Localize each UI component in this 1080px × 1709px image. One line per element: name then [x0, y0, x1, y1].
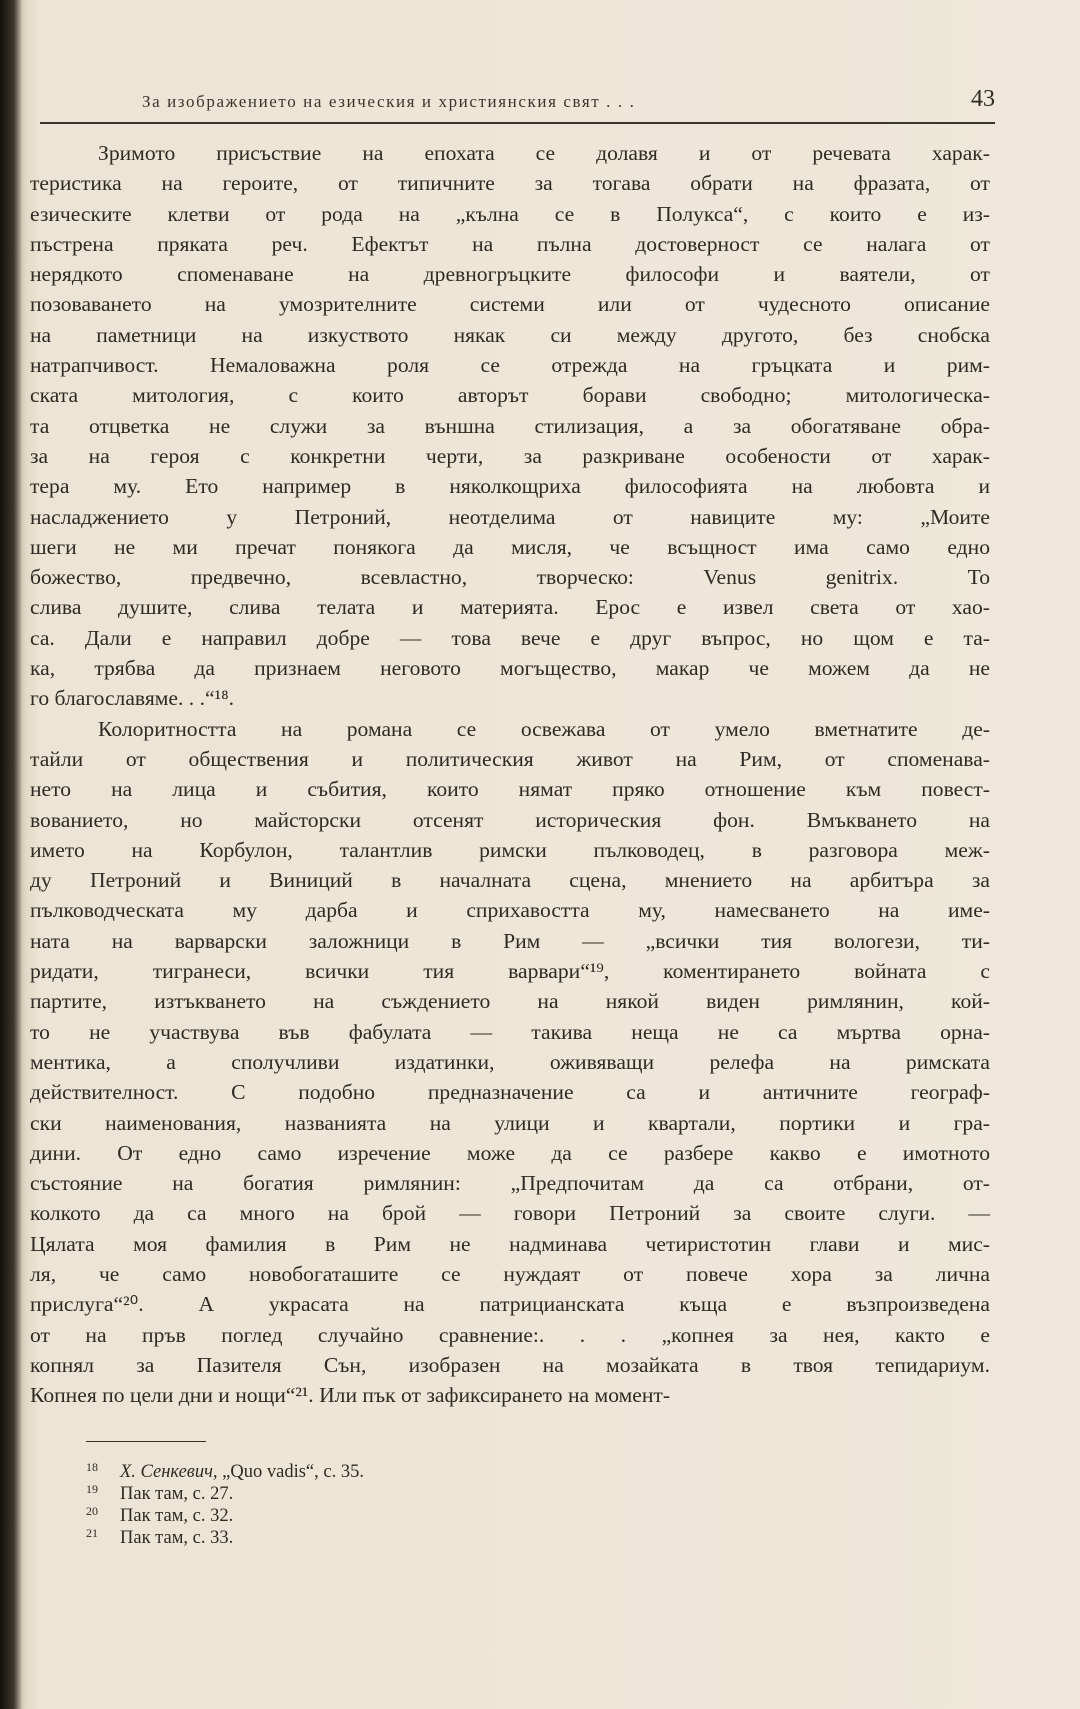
- text-line: от на пръв поглед случайно сравнение:. . . „копнея за нея, както е: [30, 1322, 990, 1347]
- text-line: то не участвува във фабулата — такива неща не са мъртва орна-: [30, 1019, 990, 1044]
- footnote-text: Пак там, с. 33.: [120, 1528, 234, 1548]
- footnote-text: „Quo vadis“, с. 35.: [217, 1462, 364, 1482]
- text-line: копнял за Пазителя Сън, изобразен на мозайката в твоя тепидариум.: [30, 1352, 990, 1377]
- book-spine-shadow: [0, 0, 22, 1709]
- text-line: са. Дали е направил добре — това вече е друг въпрос, но щом е та-: [30, 625, 990, 650]
- text-line: нерядкото споменаване на древногръцките философи и ваятели, от: [30, 262, 990, 287]
- text-line: Цялата моя фамилия в Рим не надминава четиристотин глави и мис-: [30, 1231, 990, 1256]
- text-line: езическите клетви от рода на „кълна се в Полукса“, с които е из-: [30, 201, 990, 226]
- text-line: тайли от обществения и политическия живот на Рим, от споменава-: [30, 746, 990, 771]
- text-line: ската митология, с които авторът борави свободно; митологическа-: [30, 383, 990, 408]
- text-line: състояние на богатия римлянин: „Предпочитам да са отбрани, от-: [30, 1171, 990, 1196]
- text-line: партите, изтъкването на съждението на някой виден римлянин, кой-: [30, 989, 990, 1014]
- text-line: тера му. Ето например в няколкощриха философията на любовта и: [30, 474, 990, 499]
- text-line: дини. От едно само изречение може да се разбере какво е имотното: [30, 1140, 990, 1165]
- text-line: пълководческата му дарба и сприхавостта му, намесването на име-: [30, 898, 990, 923]
- footnote-number: 19: [86, 1482, 98, 1496]
- footnote-divider: [86, 1441, 206, 1442]
- text-line: нето на лица и събития, които нямат пряко отношение към повест-: [30, 777, 990, 802]
- text-line: Копнея по цели дни и нощи“²¹. Или пък от зафиксирането на момент-: [30, 1383, 671, 1408]
- footnote-number: 21: [86, 1526, 98, 1540]
- footnote-text: Пак там, с. 27.: [120, 1484, 234, 1504]
- text-line: та отцветка не служи за външна стилизация, а за обогатяване обра-: [30, 413, 990, 438]
- footnotes: [86, 1456, 686, 1548]
- text-line: насладжението у Петроний, неотделима от навиците му: „Моите: [30, 504, 990, 529]
- text-line: теристика на героите, от типичните за тогава обрати на фразата, от: [30, 171, 990, 196]
- text-line: името на Корбулон, талантлив римски пълководец, в разговора меж-: [30, 837, 990, 862]
- text-line: позоваването на умозрителните системи или от чудесното описание: [30, 292, 990, 317]
- text-line: божество, предвечно, всевластно, творческо: Venus genitrix. То: [30, 565, 990, 590]
- text-line: колкото да са много на брой — говори Петроний за своите слуги. —: [30, 1201, 990, 1226]
- text-line: натрапчивост. Немаловажна роля се отрежда на гръцката и рим-: [30, 353, 990, 378]
- footnote-number: 20: [86, 1504, 98, 1518]
- running-title: За изображението на езическия и християнския свят . . .: [142, 92, 636, 111]
- text-line: ду Петроний и Виниций в началната сцена, мнението на арбитъра за: [30, 868, 990, 893]
- text-line: прислуга“²⁰. А украсата на патрицианската къща е възпроизведена: [30, 1292, 990, 1317]
- text-line: ментика, а сполучливи издатинки, оживяващи релефа на римската: [30, 1049, 990, 1074]
- text-line: шеги не ми пречат понякога да мисля, че всъщност има само едно: [30, 534, 990, 559]
- footnote: [86, 1478, 686, 1504]
- footnote: [86, 1456, 686, 1482]
- text-line: слива душите, слива телата и материята. Ерос е извел света от хао-: [30, 595, 990, 620]
- footnote-author: Х. Сенкевич,: [120, 1462, 218, 1482]
- text-line: действителност. С подобно предназначение са и античните географ-: [30, 1080, 990, 1105]
- footnote-number: 18: [86, 1460, 98, 1474]
- footnote: [86, 1500, 686, 1526]
- footnote-text: Пак там, с. 32.: [120, 1506, 234, 1526]
- text-line: го благославяме. . .“¹⁸.: [30, 686, 234, 711]
- text-line: ля, че само новобогаташите се нуждаят от повече хора за лична: [30, 1261, 990, 1286]
- text-line: ка, трябва да признаем неговото могъщество, макар че можем да не: [30, 656, 990, 681]
- text-line: на паметници на изкуството някак си между другото, без снобска: [30, 322, 990, 347]
- text-line: ридати, тигранеси, всички тия варвари“¹⁹, коментирането войната с: [30, 959, 990, 984]
- text-line: пъстрена пряката реч. Ефектът на пълна достоверност се налага от: [30, 231, 990, 256]
- text-line: Зримото присъствие на епохата се долавя и от речевата харак-: [98, 141, 990, 165]
- text-line: вованието, но майсторски отсенят историческия фон. Вмъкването на: [30, 807, 990, 832]
- footnote: [86, 1522, 686, 1548]
- text-line: ната на варварски заложници в Рим — „всички тия вологези, ти-: [30, 928, 990, 953]
- text-line: ски наименования, названията на улици и квартали, портики и гра-: [30, 1110, 990, 1135]
- text-line: Колоритността на романа се освежава от умело вметнатите де-: [98, 716, 990, 741]
- body-text: [30, 138, 990, 1410]
- running-header: [40, 88, 995, 124]
- page-number: 43: [971, 86, 995, 112]
- text-line: за на героя с конкретни черти, за разкриване особености от харак-: [30, 443, 990, 468]
